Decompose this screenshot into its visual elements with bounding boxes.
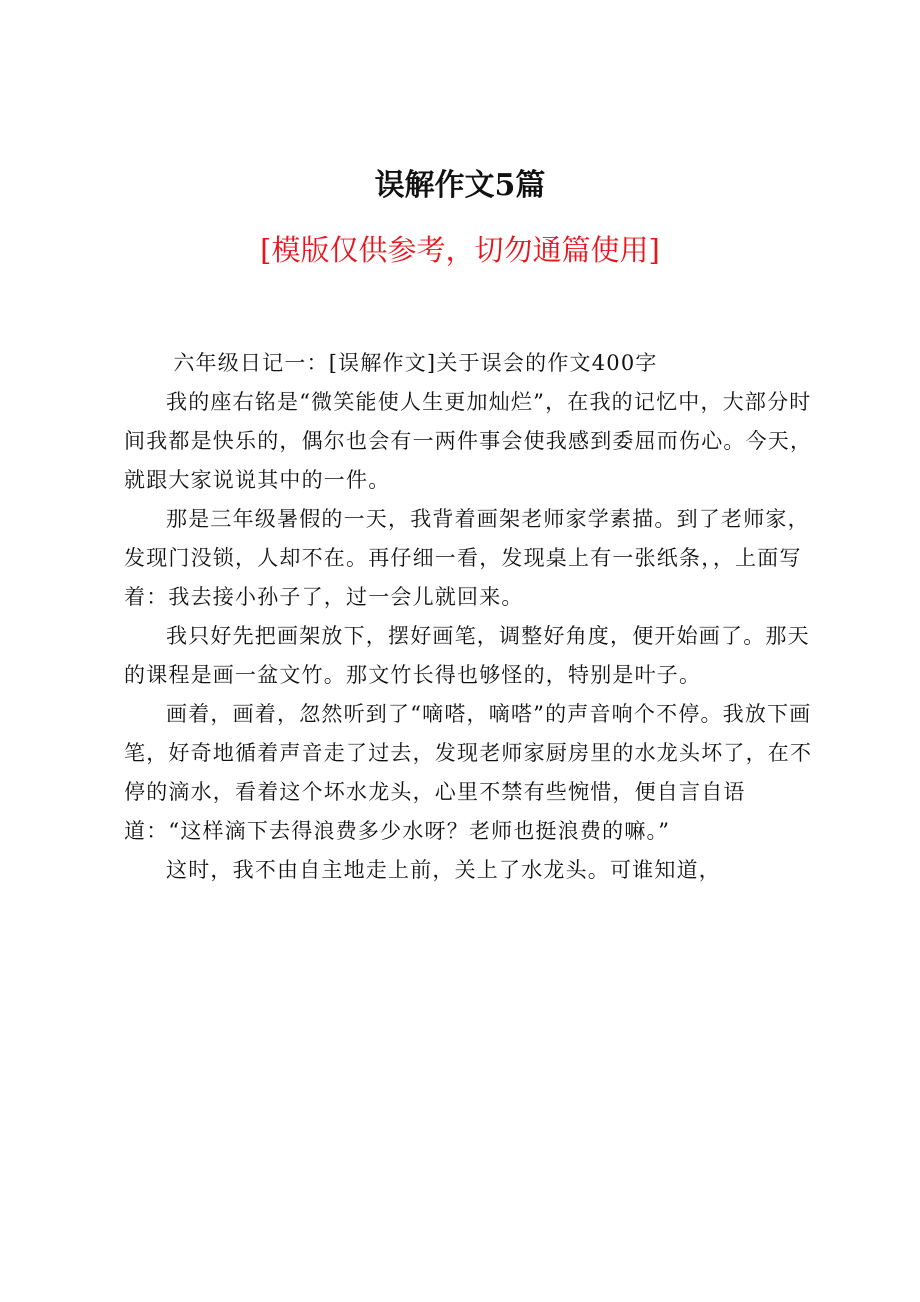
document-title: 误解作文5篇 (374, 168, 546, 203)
body-paragraph: 画着，画着，忽然听到了“嘀嗒，嘀嗒”的声音响个不停。我放下画笔，好奇地循着声音走了过去，发现老师家厨房里的水龙头坏了，在不停的滴水，看着这个坏水龙头，心里不禁有些惋惜，便自言自语道：“这样滴下去得浪费多少水呀？老师也挺浪费的嘛。” (124, 702, 813, 843)
body-paragraph: 那是三年级暑假的一天，我背着画架老师家学素描。到了老师家，发现门没锁，人却不在。再仔细一看，发现桌上有一张纸条，，上面写着：我去接小孙子了，过一会儿就回来。 (124, 507, 810, 609)
body-paragraph: 我只好先把画架放下，摆好画笔，调整好角度，便开始画了。那天的课程是画一盆文竹。那文竹长得也够怪的，特别是叶子。 (124, 624, 810, 687)
body-paragraph: 我的座右铭是“微笑能使人生更加灿烂”，在我的记忆中，大部分时间我都是快乐的，偶尔也会有一两件事会使我感到委屈而伤心。今天，就跟大家说说其中的一件。 (124, 390, 813, 492)
body-paragraph: 这时，我不由自主地走上前，关上了水龙头。可谁知道， (166, 858, 721, 882)
document-body (124, 344, 814, 890)
template-notice: [模版仅供参考，切勿通篇使用] (260, 233, 660, 267)
section-heading: 六年级日记一：[误解作文]关于误会的作文400字 (173, 351, 658, 375)
